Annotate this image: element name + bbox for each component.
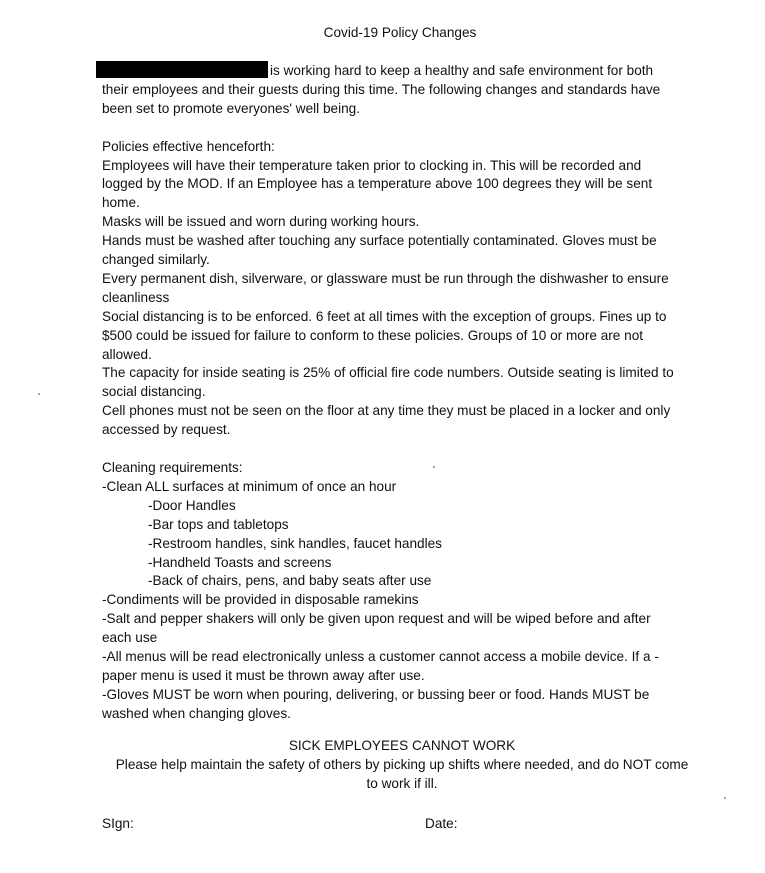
cleaning-line: -All menus will be read electronically unless a customer cannot access a mobile device. If a - [102, 649, 659, 665]
cleaning-main-line: -Clean ALL surfaces at minimum of once an hour [102, 478, 397, 494]
policy-line: Masks will be issued and worn during working hours. [102, 214, 420, 230]
policy-line: social distancing. [102, 384, 206, 400]
intro-line [102, 61, 702, 81]
policy-line: Social distancing is to be enforced. 6 feet at all times with the exception of groups. Fines up to [102, 308, 667, 324]
date-label: Date: [425, 816, 458, 831]
cleaning-line: -Salt and pepper shakers will only be given upon request and will be wiped before and after [102, 611, 651, 627]
cleaning-line: -Gloves MUST be worn when pouring, delivering, or bussing beer or food. Hands MUST be [102, 686, 650, 702]
redacted-name [96, 61, 268, 78]
policy-line: Hands must be washed after touching any surface potentially contaminated. Gloves must be [102, 233, 657, 249]
cleaning-item: -Handheld Toasts and screens [148, 554, 332, 570]
policy-line: Every permanent dish, silverware, or glassware must be run through the dishwasher to ensure [102, 270, 669, 286]
intro-line: their employees and their guests during this time. The following changes and standards have [102, 81, 661, 97]
closing-line: Please help maintain the safety of others by picking up shifts where needed, and do NOT come [115, 757, 689, 772]
policies-heading: Policies effective henceforth: [102, 138, 275, 154]
policy-line: logged by the MOD. If an Employee has a temperature above 100 degrees they will be sent [102, 176, 653, 192]
cleaning-item: -Door Handles [148, 497, 236, 513]
policy-line: accessed by request. [102, 422, 231, 438]
cleaning-item: -Bar tops and tabletops [148, 516, 289, 532]
scan-speck [724, 797, 726, 799]
policy-line: allowed. [102, 346, 152, 362]
intro-line: been set to promote everyones' well being. [102, 100, 361, 116]
policy-line: home. [102, 195, 140, 211]
spacer [102, 119, 702, 138]
policy-line: Cell phones must not be seen on the floor at any time they must be placed in a locker and only [102, 403, 671, 419]
policy-line: changed similarly. [102, 252, 210, 268]
scan-speck [433, 466, 435, 468]
cleaning-line: washed when changing gloves. [102, 705, 291, 721]
cleaning-line: paper menu is used it must be thrown away after use. [102, 667, 425, 683]
scan-speck [38, 393, 40, 395]
policy-line: $500 could be issued for failure to conform to these policies. Groups of 10 or more are not [102, 327, 644, 343]
spacer [102, 440, 702, 459]
intro-line-text: is working hard to keep a healthy and safe environment for both [270, 63, 654, 78]
cleaning-line: each use [102, 630, 158, 646]
policy-line: The capacity for inside seating is 25% of official fire code numbers. Outside seating is limited to [102, 365, 674, 381]
cleaning-line: -Condiments will be provided in disposable ramekins [102, 592, 419, 608]
policy-line: Employees will have their temperature taken prior to clocking in. This will be recorded and [102, 157, 642, 173]
sign-label: SIgn: [102, 816, 134, 831]
document-title: Covid-19 Policy Changes [323, 25, 477, 40]
cleaning-item: -Back of chairs, pens, and baby seats after use [148, 573, 432, 589]
cleaning-item: -Restroom handles, sink handles, faucet handles [148, 535, 442, 551]
closing-line: to work if ill. [366, 776, 438, 791]
sick-heading: SICK EMPLOYEES CANNOT WORK [288, 738, 516, 753]
document-body [102, 61, 702, 724]
cleaning-heading: Cleaning requirements: [102, 460, 243, 475]
policy-line: cleanliness [102, 289, 170, 305]
